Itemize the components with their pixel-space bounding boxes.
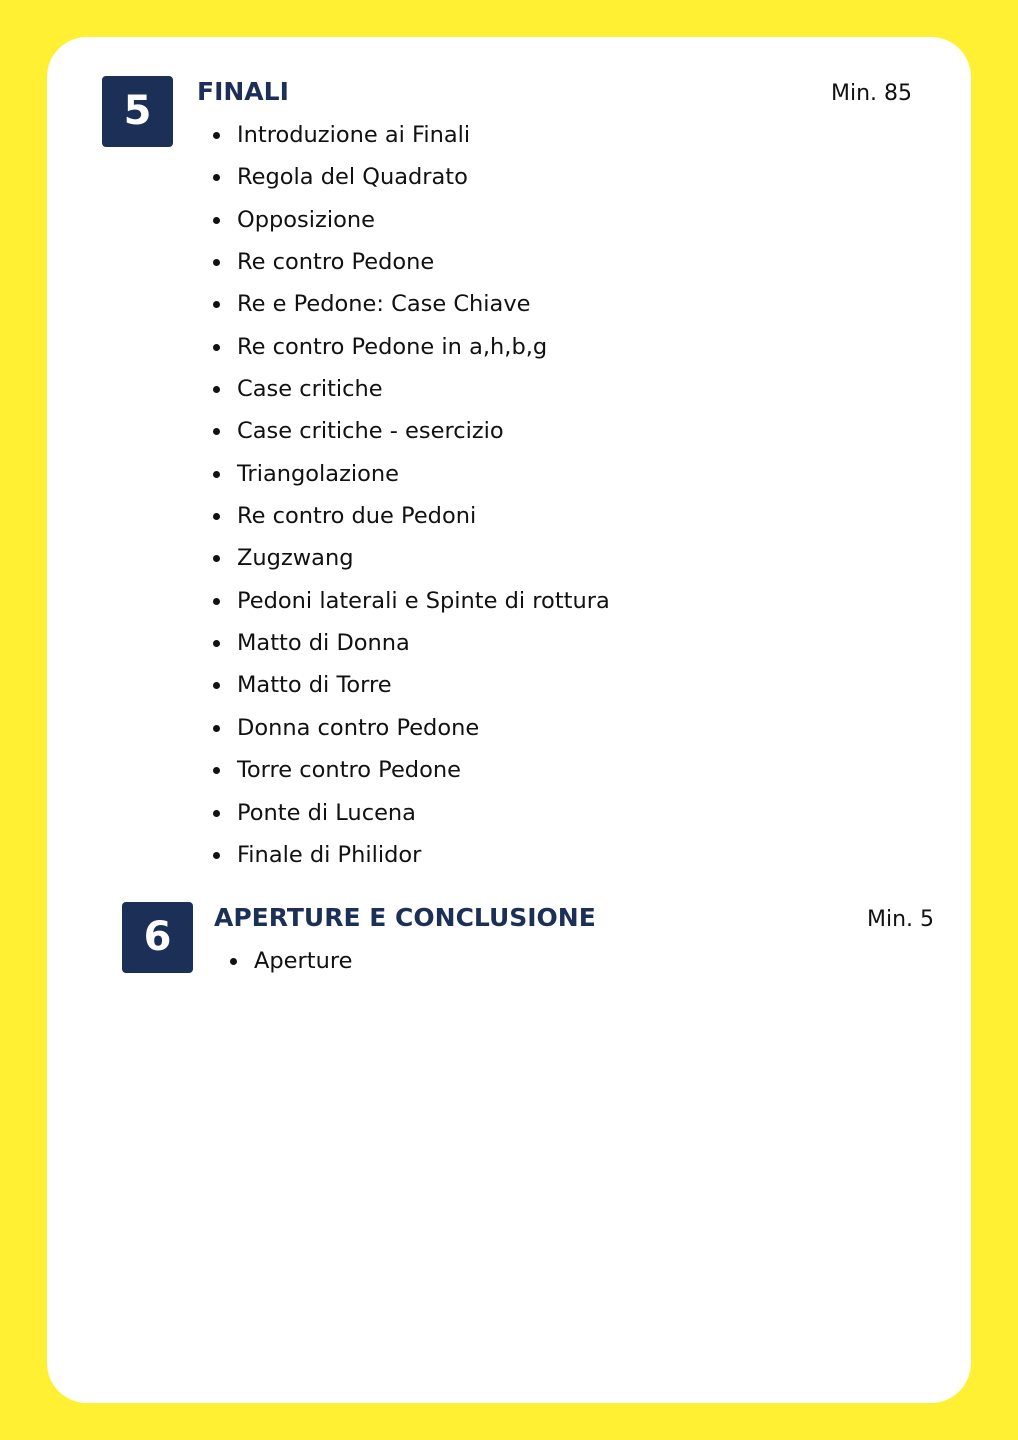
topic-list xyxy=(213,114,610,876)
list-item xyxy=(213,283,610,325)
list-item xyxy=(213,199,610,241)
topic-label: Re e Pedone: Case Chiave xyxy=(237,291,531,318)
section-title: APERTURE E CONCLUSIONE xyxy=(214,903,596,932)
topic-label: Triangolazione xyxy=(237,460,400,487)
section-number-badge: 6 xyxy=(122,902,193,973)
bullet-icon xyxy=(213,598,220,605)
topic-label: Opposizione xyxy=(237,206,375,233)
topic-list xyxy=(230,940,352,982)
bullet-icon xyxy=(213,471,220,478)
bullet-icon xyxy=(213,344,220,351)
list-item xyxy=(213,749,610,791)
topic-label: Zugzwang xyxy=(237,545,354,572)
topic-label: Re contro Pedone xyxy=(237,249,435,276)
topic-label: Re contro due Pedoni xyxy=(237,503,477,530)
list-item xyxy=(213,834,610,876)
topic-label: Case critiche - esercizio xyxy=(237,418,504,445)
list-item xyxy=(213,114,610,156)
topic-label: Matto di Torre xyxy=(237,672,392,699)
bullet-icon xyxy=(213,132,220,139)
list-item xyxy=(213,368,610,410)
bullet-icon xyxy=(213,217,220,224)
bullet-icon xyxy=(213,767,220,774)
bullet-icon xyxy=(230,958,237,965)
bullet-icon xyxy=(213,301,220,308)
list-item xyxy=(213,664,610,706)
list-item xyxy=(213,495,610,537)
bullet-icon xyxy=(213,640,220,647)
topic-label: Regola del Quadrato xyxy=(237,164,468,191)
bullet-icon xyxy=(213,259,220,266)
bullet-icon xyxy=(213,852,220,859)
list-item xyxy=(230,940,352,982)
topic-label: Torre contro Pedone xyxy=(237,757,461,784)
topic-label: Ponte di Lucena xyxy=(237,799,416,826)
topic-label: Finale di Philidor xyxy=(237,841,422,868)
bullet-icon xyxy=(213,386,220,393)
list-item xyxy=(213,537,610,579)
list-item xyxy=(213,326,610,368)
list-item xyxy=(213,410,610,452)
list-item xyxy=(213,241,610,283)
bullet-icon xyxy=(213,725,220,732)
list-item xyxy=(213,156,610,198)
bullet-icon xyxy=(213,428,220,435)
section-duration: Min. 5 xyxy=(867,907,935,932)
topic-label: Introduzione ai Finali xyxy=(237,122,471,148)
list-item xyxy=(213,580,610,622)
bullet-icon xyxy=(213,682,220,689)
bullet-icon xyxy=(213,555,220,562)
section-title: FINALI xyxy=(197,77,289,106)
section-number-badge: 5 xyxy=(102,76,173,147)
topic-label: Case critiche xyxy=(237,376,383,403)
bullet-icon xyxy=(213,513,220,520)
topic-label: Aperture xyxy=(254,948,353,974)
topic-label: Matto di Donna xyxy=(237,630,410,657)
list-item xyxy=(213,707,610,749)
list-item xyxy=(213,453,610,495)
topic-label: Donna contro Pedone xyxy=(237,714,480,741)
topic-label: Re contro Pedone in a,h,b,g xyxy=(237,333,548,360)
section-duration: Min. 85 xyxy=(831,81,913,106)
bullet-icon xyxy=(213,174,220,181)
topic-label: Pedoni laterali e Spinte di rottura xyxy=(237,587,610,614)
list-item xyxy=(213,792,610,834)
list-item xyxy=(213,622,610,664)
bullet-icon xyxy=(213,810,220,817)
